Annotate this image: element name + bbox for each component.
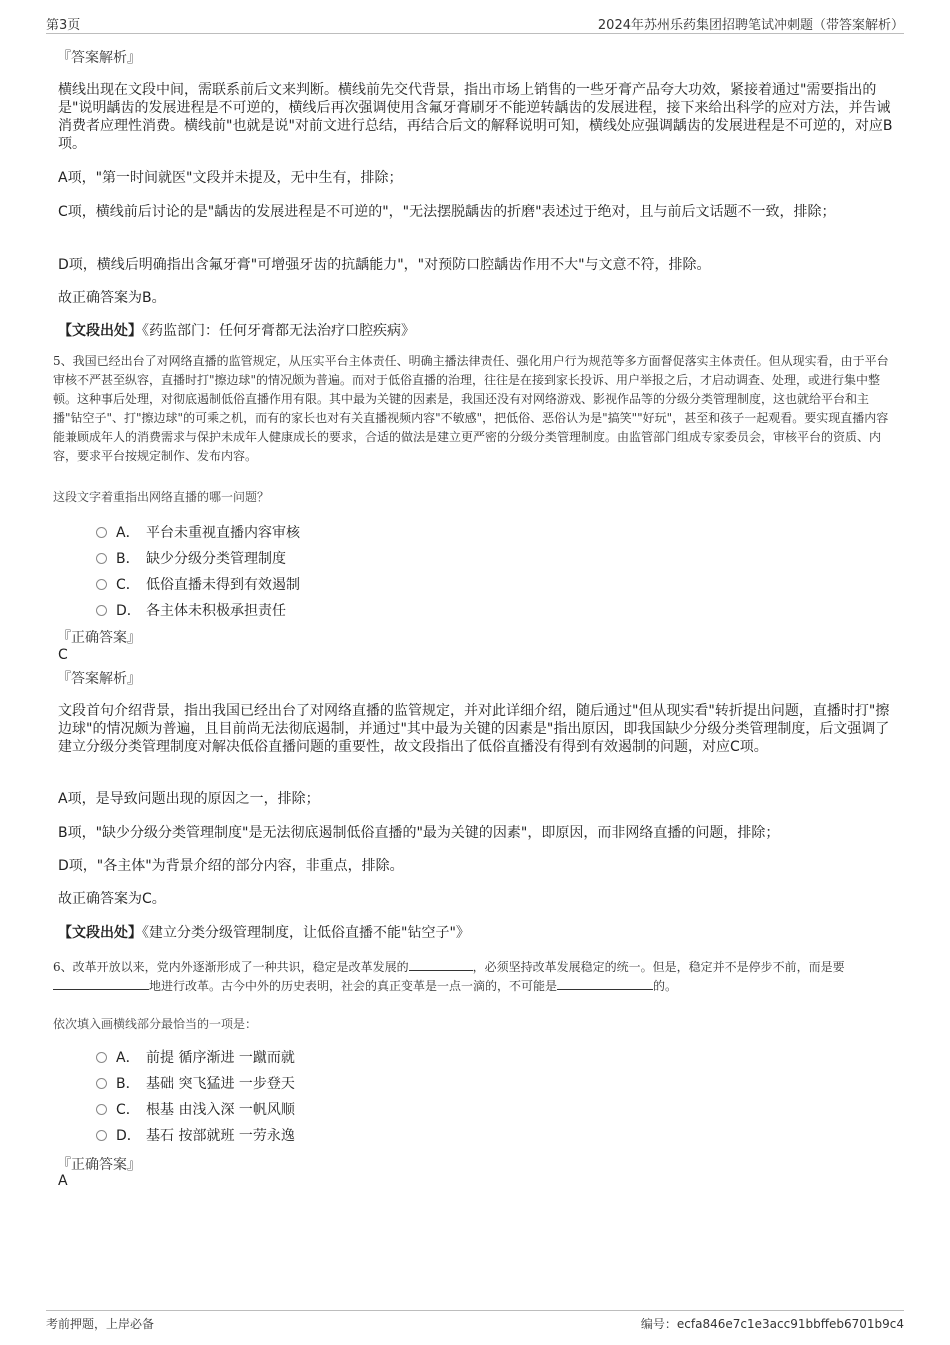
q5-source: [58, 924, 893, 942]
document-id: 编号：ecfa846e7c1e3acc91bbffeb6701b9c4: [640, 1317, 904, 1331]
q5-option-b-analysis: B项，"缺少分级分类管理制度"是无法彻底遏制低俗直播的"最为关键的因素"，即原因，而非网络直播的问题，排除；: [58, 825, 780, 841]
q4-analysis-label: 『答案解析』: [57, 50, 141, 66]
q5-analysis-label: 『答案解析』: [57, 671, 141, 687]
option-letter: A．: [116, 1050, 140, 1066]
q4-source-title: 《药监部门：任何牙膏都无法治疗口腔疾病》: [142, 323, 415, 339]
q5-option-a-analysis: A项，是导致问题出现的原因之一，排除；: [58, 791, 320, 807]
option-text: 低俗直播未得到有效遏制: [146, 577, 300, 593]
q6-question-text: [53, 958, 898, 996]
option-letter: B．: [116, 551, 140, 567]
q6-prompt: 依次填入画横线部分最恰当的一项是：: [53, 1017, 258, 1031]
option-text: 基石 按部就班 一劳永逸: [146, 1128, 295, 1144]
radio-icon[interactable]: [96, 605, 107, 616]
q6-text-part-1: 6、改革开放以来，党内外逐渐形成了一种共识，稳定是改革发展的: [53, 960, 409, 974]
option-letter: B．: [116, 1076, 140, 1092]
option-letter: D．: [116, 603, 141, 619]
q6-text-part-3: 地进行改革。古今中外的历史表明，社会的真正变革是一点一滴的，不可能是: [149, 979, 558, 993]
blank-2: [53, 977, 149, 990]
q5-option-b[interactable]: [96, 548, 286, 570]
q5-conclusion: 故正确答案为C。: [58, 891, 166, 907]
document-title: 2024年苏州乐药集团招聘笔试冲刺题（带答案解析）: [597, 18, 904, 33]
option-text: 基础 突飞猛进 一步登天: [146, 1076, 295, 1092]
q5-correct-label: 『正确答案』: [57, 630, 141, 646]
q5-option-d[interactable]: [96, 600, 286, 622]
q5-correct-answer: C: [58, 647, 68, 663]
footer-slogan: 考前押题，上岸必备: [46, 1317, 155, 1331]
q5-option-d-analysis: D项，"各主体"为背景介绍的部分内容，非重点，排除。: [58, 858, 404, 874]
option-text: 平台未重视直播内容审核: [146, 525, 300, 541]
q4-option-a-analysis: A项，"第一时间就医"文段并未提及，无中生有，排除；: [58, 170, 403, 186]
q4-conclusion: 故正确答案为B。: [58, 290, 166, 306]
option-letter: C．: [116, 577, 140, 593]
q5-question-text: 5、我国已经出台了对网络直播的监管规定，从压实平台主体责任、明确主播法律责任、强化用户行为规范等多方面督促落实主体责任。但从现实看，由于平台审核不严甚至纵容，直播时打"擦边球"的情况颇为普遍。而对于低俗直播的治理，往往是在接到家长投诉、用户举报之后，才启动调查、处理，或进行集中整顿。这种事后处理，对彻底遏制低俗直播作用有限。其中最为关键的因素是，我国还没有对网络游戏、影视作品等的分级分类管理制度，这也就给平台和主播"钻空子"、打"擦边球"的可乘之机，而有的家长也对有关直播视频内容"不敏感"，把低俗、恶俗认为是"搞笑""好玩"，甚至和孩子一起观看。要实现直播内容能兼顾成年人的消费需求与保护未成年人健康成长的要求，合适的做法是建立更严密的分级分类管理制度。由监管部门组成专家委员会，审核平台的资质、内容，要求平台按规定制作、发布内容。: [53, 354, 889, 463]
q5-source-bracket: 【文段出处】: [58, 925, 142, 941]
q4-source: [58, 322, 893, 340]
q6-text-part-4: 的。: [653, 979, 678, 993]
q4-option-c-analysis: C项，横线前后讨论的是"龋齿的发展进程是不可逆的"，"无法摆脱龋齿的折磨"表述过于绝对，且与前后文话题不一致，排除；: [58, 204, 836, 220]
radio-icon[interactable]: [96, 1052, 107, 1063]
q6-option-c[interactable]: [96, 1099, 295, 1121]
q6-option-b[interactable]: [96, 1073, 295, 1095]
q5-prompt: 这段文字着重指出网络直播的哪一问题？: [53, 490, 270, 504]
radio-icon[interactable]: [96, 553, 107, 564]
option-text: 前提 循序渐进 一蹴而就: [146, 1050, 295, 1066]
q6-option-d[interactable]: [96, 1125, 295, 1147]
q4-option-d-analysis: D项，横线后明确指出含氟牙膏"可增强牙齿的抗龋能力"，"对预防口腔龋齿作用不大"与文意不符，排除。: [58, 257, 711, 273]
radio-icon[interactable]: [96, 527, 107, 538]
page-number: 第3页: [46, 18, 81, 33]
blank-1: [409, 958, 473, 971]
option-letter: A．: [116, 525, 140, 541]
radio-icon[interactable]: [96, 579, 107, 590]
q4-source-bracket: 【文段出处】: [58, 323, 142, 339]
radio-icon[interactable]: [96, 1078, 107, 1089]
radio-icon[interactable]: [96, 1104, 107, 1115]
blank-3: [557, 977, 653, 990]
option-letter: C．: [116, 1102, 140, 1118]
option-text: 根基 由浅入深 一帆风顺: [146, 1102, 295, 1118]
q5-source-title: 《建立分类分级管理制度，让低俗直播不能"钻空子"》: [142, 925, 470, 941]
option-text: 缺少分级分类管理制度: [146, 551, 286, 567]
q5-option-c[interactable]: [96, 574, 300, 596]
q6-text-part-2: ，必须坚持改革发展稳定的统一。但是，稳定并不是停步不前，而是要: [472, 960, 845, 974]
page-header: [46, 11, 904, 34]
radio-icon[interactable]: [96, 1130, 107, 1141]
option-letter: D．: [116, 1128, 141, 1144]
q4-analysis-paragraph: 横线出现在文段中间，需联系前后文来判断。横线前先交代背景，指出市场上销售的一些牙膏产品夸大功效，紧接着通过"需要指出的是"说明龋齿的发展进程是不可逆的，横线后再次强调使用含氟牙膏刷牙不能逆转龋齿的发展进程，接下来给出科学的应对方法，并告诫消费者应理性消费。横线前"也就是说"对前文进行总结，再结合后文的解释说明可知，横线处应强调龋齿的发展进程是不可逆的，对应B项。: [58, 82, 893, 152]
q6-option-a[interactable]: [96, 1047, 295, 1069]
q5-analysis-paragraph: 文段首句介绍背景，指出我国已经出台了对网络直播的监管规定，并对此详细介绍，随后通过"但从现实看"转折提出问题，直播时打"擦边球"的情况颇为普遍，且目前尚无法彻底遏制，并通过"其中最为关键的因素是"指出原因，即我国缺少分级分类管理制度，后文强调了建立分级分类管理制度对解决低俗直播问题的重要性，故文段指出了低俗直播没有得到有效遏制的问题，对应C项。: [58, 703, 890, 755]
page-footer: [46, 1310, 904, 1335]
q6-correct-label: 『正确答案』: [57, 1157, 141, 1173]
option-text: 各主体未积极承担责任: [146, 603, 286, 619]
q6-correct-answer: A: [58, 1173, 68, 1189]
q5-option-a[interactable]: [96, 522, 300, 544]
